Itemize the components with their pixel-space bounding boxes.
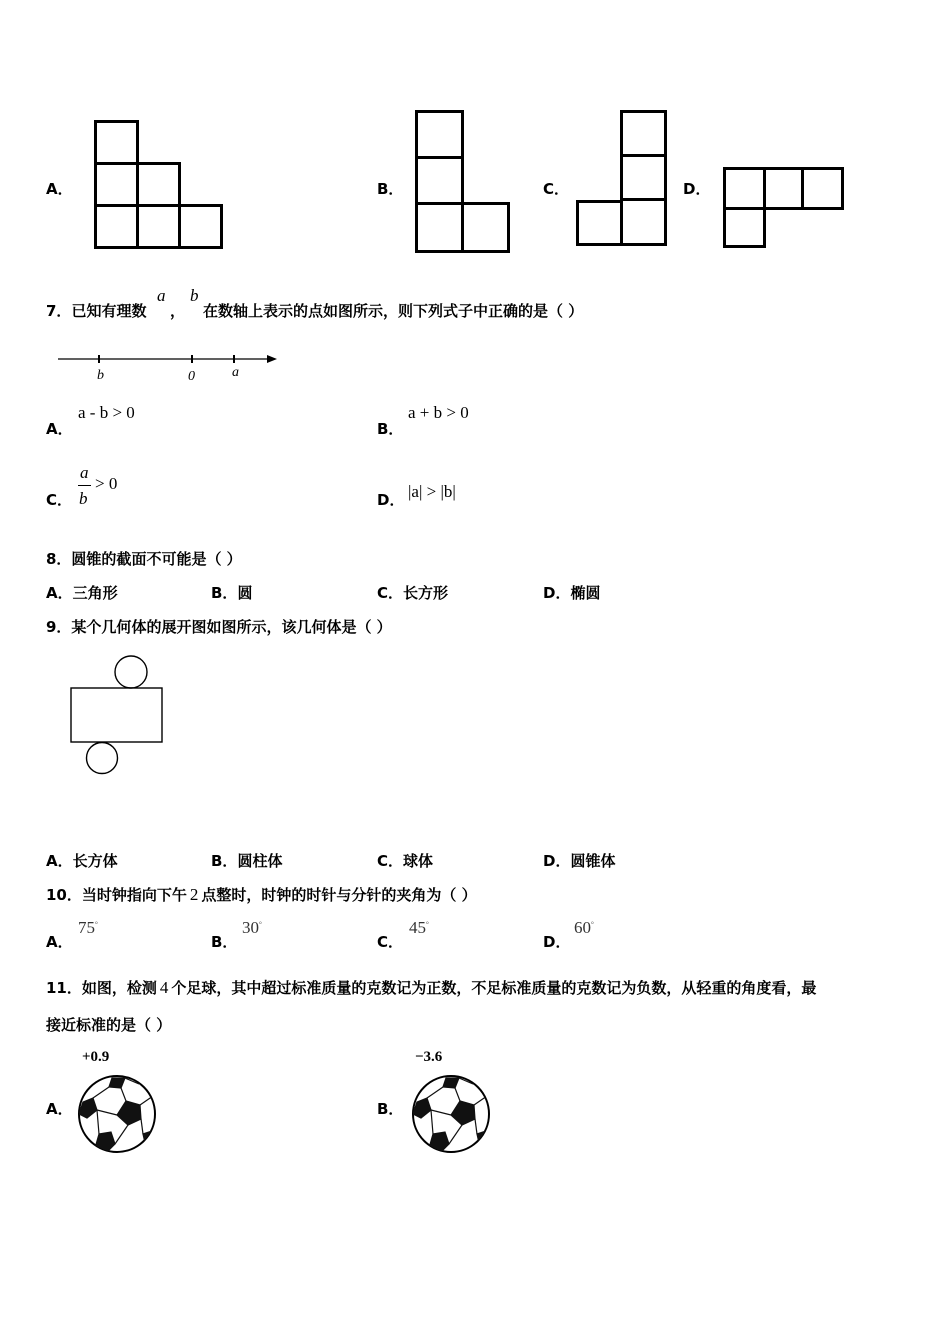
soccer-ball-icon: [411, 1074, 493, 1156]
q7-number: 7．: [46, 302, 72, 320]
q7-stem: [46, 300, 146, 321]
q8-option-c[interactable]: C．长方形: [377, 584, 449, 602]
q11-option-b-value: −3.6: [415, 1049, 443, 1065]
q6-figure-c: [576, 110, 668, 248]
cylinder-net-figure: [70, 655, 166, 777]
q10-hour: 2: [189, 885, 199, 904]
q7-number-line: [58, 350, 280, 384]
q10-option-b-label[interactable]: B．: [211, 933, 238, 951]
q7-option-c-denominator: b: [79, 489, 88, 508]
number-line-label-a: a: [232, 365, 239, 380]
q10-stem: 10．当时钟指向下午 2 点整时，时钟的时针与分针的夹角为（ ）: [46, 885, 477, 904]
q7-text-before: 已知有理数: [71, 302, 147, 320]
q10-option-c-label[interactable]: C．: [377, 933, 404, 951]
q11-stem-line1: 11．如图，检测 4 个足球，其中超过标准质量的克数记为正数，不足标准质量的克数记为负数，从轻重的角度看，最: [46, 978, 817, 997]
q8-option-a[interactable]: A．三角形: [46, 584, 118, 602]
q7-option-d-expr: |a| > |b|: [408, 482, 456, 501]
fraction-bar: [78, 485, 91, 486]
q7-option-c-numerator: a: [80, 463, 89, 482]
q6-figure-a: [94, 120, 224, 250]
q10-option-a-label[interactable]: A．: [46, 933, 73, 951]
q11-stem-line2: 接近标准的是（ ）: [46, 1016, 172, 1034]
q11-option-b-label[interactable]: B．: [377, 1100, 404, 1118]
q7-option-d-label[interactable]: D．: [377, 491, 405, 509]
q7-option-c-label[interactable]: C．: [46, 491, 73, 509]
q6-figure-b: [415, 110, 511, 254]
q10-option-d-label[interactable]: D．: [543, 933, 571, 951]
soccer-ball-icon: [77, 1074, 159, 1156]
q9-option-c[interactable]: C．球体: [377, 852, 434, 870]
q10-option-b-value: 30°: [242, 918, 262, 937]
q8-stem: 8．圆锥的截面不可能是（ ）: [46, 550, 242, 568]
q6-option-c-label[interactable]: C．: [543, 180, 570, 198]
q7-option-a-label[interactable]: A．: [46, 420, 73, 438]
q8-option-d[interactable]: D．椭圆: [543, 584, 601, 602]
number-line-label-b: b: [97, 368, 104, 383]
q10-option-d-value: 60°: [574, 918, 594, 937]
number-line-label-0: 0: [188, 369, 195, 384]
q6-option-d-label[interactable]: D．: [683, 180, 711, 198]
q10-option-c-value: 45°: [409, 918, 429, 937]
q7-var-a: a: [157, 286, 166, 305]
q9-option-d[interactable]: D．圆锥体: [543, 852, 616, 870]
q7-var-b: b: [190, 286, 199, 305]
q11-count: 4: [159, 978, 169, 997]
q10-option-a-value: 75°: [78, 918, 98, 937]
q8-option-b[interactable]: B．圆: [211, 584, 253, 602]
q11-option-a-label[interactable]: A．: [46, 1100, 73, 1118]
q7-option-b-expr: a + b > 0: [408, 403, 469, 422]
q7-option-b-label[interactable]: B．: [377, 420, 404, 438]
q6-figure-d: [723, 167, 845, 249]
q6-option-b-label[interactable]: B．: [377, 180, 404, 198]
q6-option-a-label[interactable]: A．: [46, 180, 73, 198]
q7-option-a-expr: a - b > 0: [78, 403, 135, 422]
q7-option-c-relation: > 0: [95, 474, 118, 493]
q9-option-a[interactable]: A．长方体: [46, 852, 118, 870]
q7-text-after: 在数轴上表示的点如图所示，则下列式子中正确的是（ ）: [203, 302, 584, 320]
q11-option-a-value: +0.9: [82, 1049, 110, 1065]
q7-comma: ，: [170, 302, 186, 320]
q9-option-b[interactable]: B．圆柱体: [211, 852, 283, 870]
q9-stem: 9．某个几何体的展开图如图所示，该几何体是（ ）: [46, 618, 392, 636]
